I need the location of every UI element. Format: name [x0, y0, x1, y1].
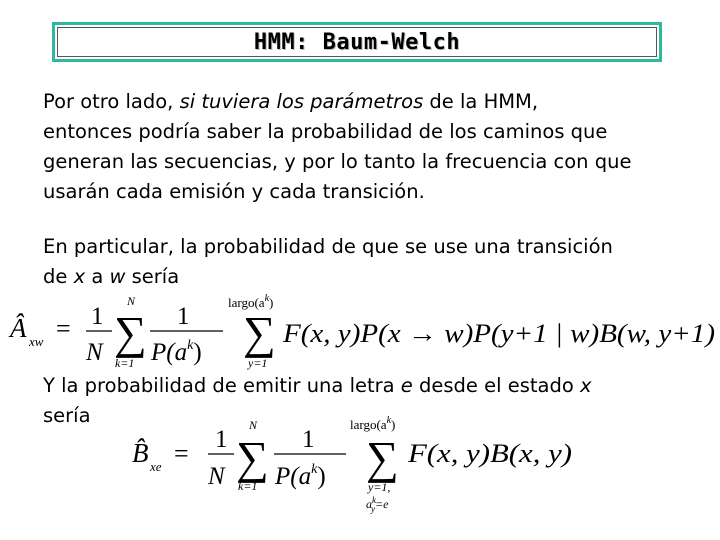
formula2-frac2-denominator	[274, 462, 326, 490]
formula2-equals: =	[174, 439, 189, 468]
formula2-frac1-numerator: 1	[215, 426, 228, 453]
formula2-lhs-subscript: xe	[150, 459, 162, 474]
text-run: largo(a	[228, 295, 265, 310]
variable-w: w	[109, 265, 126, 288]
formula1-sum1-sigma: ∑	[114, 307, 147, 358]
text-run: de la HMM,	[423, 90, 539, 113]
formula1-equals: =	[56, 314, 71, 343]
formula1-lhs-symbol: Â	[10, 313, 27, 343]
paragraph-3-line-2: sería	[43, 404, 91, 427]
formula1-sum1-upper: N	[127, 294, 136, 308]
formula2-sum2-lower-1: y=1,	[368, 480, 391, 494]
variable-x: x	[73, 265, 86, 288]
formula2-body: F(x, y)B(x, y)	[406, 439, 572, 468]
text-run: )	[193, 339, 202, 366]
text-run: P(a	[275, 463, 312, 490]
variable-x: x	[579, 374, 592, 397]
variable-e: e	[400, 374, 413, 397]
formula1-sum2-lower: y=1	[248, 356, 268, 370]
paragraph-1-line-4: usarán cada emisión y cada transición.	[43, 180, 425, 203]
text-run: largo(a	[350, 417, 387, 432]
superscript-k: k	[187, 338, 194, 353]
formula1-sum2-sigma: ∑	[243, 307, 276, 358]
paragraph-2	[43, 232, 613, 292]
text-run: =e	[375, 497, 389, 511]
formula1-frac2-numerator: 1	[177, 303, 190, 330]
formula2-frac1-denominator: N	[208, 463, 225, 490]
formula-emission-estimate	[130, 412, 600, 522]
formula1-lhs-subscript: xw	[29, 334, 44, 349]
text-run: sería	[125, 265, 180, 288]
text-run: )	[391, 417, 396, 432]
formula2-sum2-upper	[350, 415, 395, 432]
formula1-body: F(x, y)P(x → w)P(y+1 | w)B(w, y+1)	[281, 319, 715, 348]
slide-title-box	[52, 22, 662, 62]
text-run: Por otro lado,	[43, 90, 180, 113]
formula-transition-estimate	[8, 290, 720, 370]
formula2-sum2-lower-2	[366, 495, 389, 514]
slide-title: HMM: Baum-Welch	[253, 29, 461, 55]
formula2-sum1-sigma: ∑	[236, 432, 269, 483]
text-run: Y la probabilidad de emitir una letra	[43, 374, 401, 397]
formula2-lhs-symbol: B̂	[132, 438, 149, 468]
text-run: a	[366, 497, 372, 511]
superscript-k: k	[386, 415, 392, 426]
formula1-frac1-numerator: 1	[91, 303, 104, 330]
formula2-sum1-upper: N	[249, 418, 258, 432]
text-run: )	[269, 295, 274, 310]
text-run: )	[317, 463, 326, 490]
formula1-sum1-lower: k=1	[115, 356, 135, 370]
subscript-y: y	[371, 504, 375, 514]
superscript-k: k	[311, 462, 318, 477]
paragraph-1-line-2: entonces podría saber la probabilidad de los caminos que	[43, 120, 608, 143]
paragraph-1	[43, 87, 631, 207]
text-run: a	[85, 265, 110, 288]
text-run: de	[43, 265, 74, 288]
paragraph-2-line-2	[43, 262, 613, 292]
paragraph-1-line-3: generan las secuencias, y por lo tanto la frecuencia con que	[43, 150, 632, 173]
superscript-k: k	[372, 495, 376, 505]
formula2-frac2-numerator: 1	[302, 426, 315, 453]
paragraph-3-line-1	[43, 371, 592, 401]
text-run: P(a	[151, 339, 188, 366]
text-run-italic: si tuviera los parámetros	[179, 90, 424, 113]
paragraph-1-line-1	[43, 87, 631, 117]
formula2-sum2-sigma: ∑	[366, 432, 399, 483]
superscript-k: k	[264, 293, 270, 304]
formula1-frac2-denominator	[150, 338, 202, 366]
formula1-frac1-denominator: N	[86, 339, 103, 366]
formula2-sum1-lower: k=1	[238, 479, 258, 493]
text-run: desde el estado	[412, 374, 580, 397]
paragraph-2-line-1: En particular, la probabilidad de que se use una transición	[43, 235, 613, 258]
